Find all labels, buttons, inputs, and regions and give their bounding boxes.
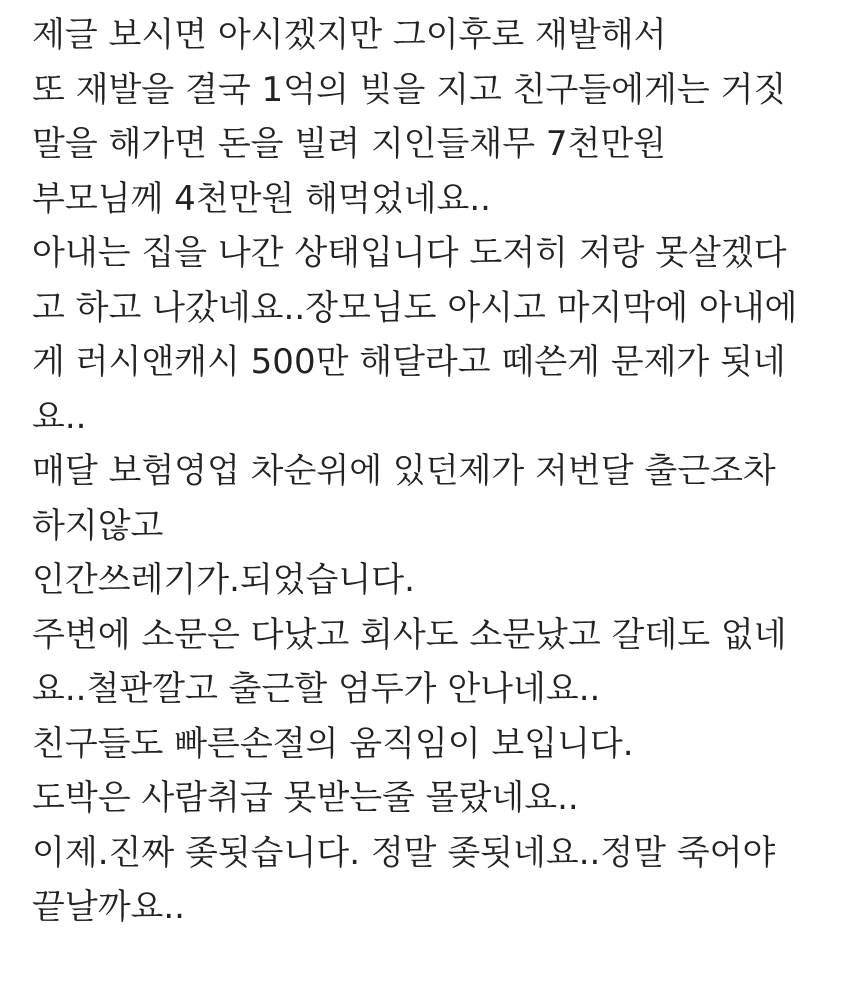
post-text-line: 친구들도 빠른손절의 움직임이 보입니다. bbox=[32, 723, 634, 764]
post-text-line: 이제.진짜 좆됫습니다. 정말 좆됫네요..정말 죽어야 bbox=[32, 832, 776, 873]
post-text-line: 부모님께 4천만원 해먹었네요.. bbox=[32, 178, 491, 219]
post-text-line: 끝날까요.. bbox=[32, 887, 185, 927]
post-text-line: 아내는 집을 나간 상태입니다 도저히 저랑 못살겠다 bbox=[32, 233, 787, 273]
post-text-line: 고 하고 나갔네요..장모님도 아시고 마지막에 아내에 bbox=[32, 287, 798, 328]
post-text-line: 제글 보시면 아시겠지만 그이후로 재발해서 bbox=[32, 15, 667, 55]
post-text-line: 요.. bbox=[32, 396, 87, 437]
post-text-line: 도박은 사람취급 못받는줄 몰랐네요.. bbox=[32, 778, 579, 818]
post-text-line: 주변에 소문은 다났고 회사도 소문났고 갈데도 없네 bbox=[32, 614, 787, 655]
post-text-line: 게 러시앤캐시 500만 해달라고 떼쓴게 문제가 됫네 bbox=[32, 342, 786, 382]
post-text-line: 하지않고 bbox=[32, 505, 164, 546]
post-text-line: 말을 해가면 돈을 빌려 지인들채무 7천만원 bbox=[32, 124, 667, 164]
post-text-line: 요..철판깔고 출근할 엄두가 안나네요.. bbox=[32, 669, 601, 709]
post-text-line: 매달 보험영업 차순위에 있던제가 저번달 출근조차 bbox=[32, 451, 776, 491]
post-text-line: 인간쓰레기가.되었습니다. bbox=[32, 560, 415, 600]
post-text-line: 또 재발을 결국 1억의 빚을 지고 친구들에게는 거짓 bbox=[32, 69, 787, 110]
